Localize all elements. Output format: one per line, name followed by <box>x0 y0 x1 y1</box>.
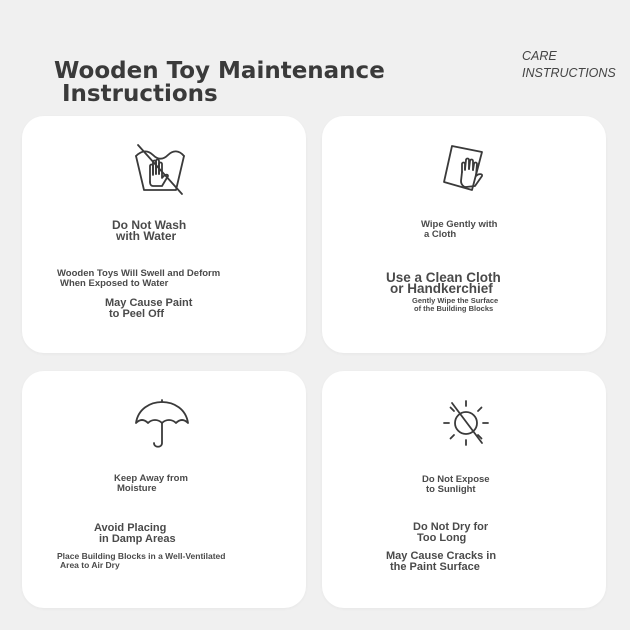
care-instructions-tag <box>522 48 616 82</box>
card-wipe-gently <box>322 116 606 353</box>
umbrella-icon <box>134 399 190 451</box>
no-wash-icon <box>132 142 188 196</box>
no-sun-icon <box>440 397 492 449</box>
page-title-line-1: Wooden Toy Maintenance <box>54 58 385 84</box>
card-no-sunlight <box>322 371 606 608</box>
card-heading: Keep Away from Moisture <box>114 473 188 494</box>
card-detail: Wooden Toys Will Swell and Deform When Exposed to Water <box>57 268 221 289</box>
card-detail: Use a Clean Cloth or Handkerchief <box>386 270 501 296</box>
card-heading: Do Not Expose to Sunlight <box>422 474 490 495</box>
card-heading: Wipe Gently with a Cloth <box>421 219 498 240</box>
page-title-line-2: Instructions <box>62 81 218 107</box>
page-title <box>54 60 385 106</box>
card-note: Place Building Blocks in a Well-Ventilated Area to Air Dry <box>57 551 226 570</box>
card-note: May Cause Paint to Peel Off <box>105 297 193 320</box>
care-tag-line-2: INSTRUCTIONS <box>522 66 616 80</box>
wipe-cloth-icon <box>442 142 492 194</box>
care-tag-line-1: CARE <box>522 49 557 63</box>
card-detail: Avoid Placing in Damp Areas <box>94 522 176 545</box>
card-note: Gently Wipe the Surface of the Building Blocks <box>412 296 499 313</box>
card-detail: Do Not Dry for Too Long <box>413 521 489 544</box>
card-no-wash <box>22 116 306 353</box>
card-heading: Do Not Wash with Water <box>112 218 187 243</box>
card-keep-dry <box>22 371 306 608</box>
card-note: May Cause Cracks in the Paint Surface <box>386 550 497 573</box>
